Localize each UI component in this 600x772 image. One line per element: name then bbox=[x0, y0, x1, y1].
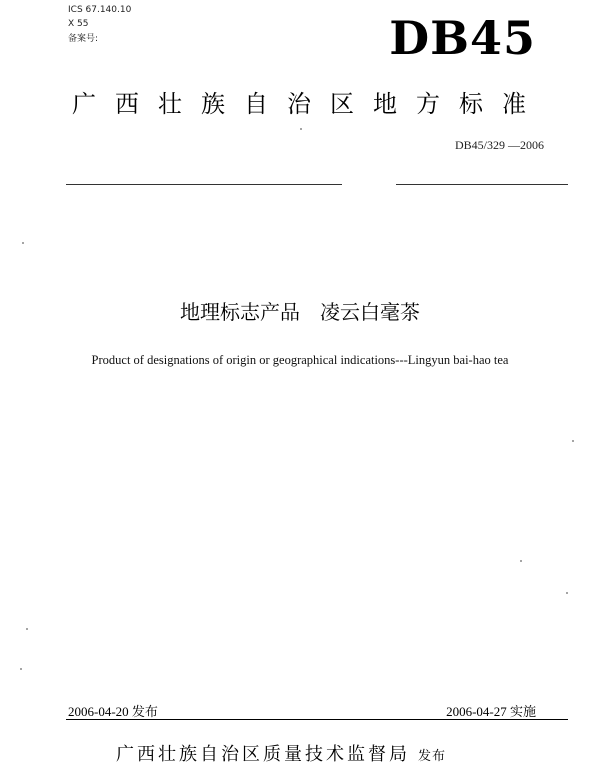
ics-code: ICS 67.140.10 bbox=[68, 5, 132, 15]
scan-speck bbox=[572, 440, 574, 442]
scan-speck bbox=[26, 628, 28, 630]
scan-speck bbox=[566, 592, 568, 594]
header-divider-right bbox=[396, 184, 568, 185]
filing-number-label: 备案号: bbox=[68, 34, 99, 44]
issue-date: 2006-04-20 发布 bbox=[68, 704, 158, 719]
implementation-date: 2006-04-27 实施 bbox=[446, 704, 536, 719]
product-title-chinese: 地理标志产品 凌云白毫茶 bbox=[180, 300, 420, 324]
scan-speck bbox=[520, 560, 522, 562]
issuing-authority bbox=[116, 740, 446, 766]
classification-code: X 55 bbox=[68, 19, 89, 29]
standard-number: DB45/329 —2006 bbox=[454, 138, 544, 152]
issuer-name: 广西壮族自治区质量技术监督局 bbox=[116, 744, 410, 765]
issuer-suffix: 发布 bbox=[418, 749, 447, 764]
footer-divider bbox=[66, 719, 568, 720]
scan-speck bbox=[22, 242, 24, 244]
standard-logo: DB45 bbox=[389, 11, 536, 65]
product-title-english: Product of designations of origin or geographical indications---Lingyun bai-hao tea bbox=[91, 353, 509, 367]
header-divider-left bbox=[66, 184, 342, 185]
scan-speck bbox=[20, 668, 22, 670]
scan-speck bbox=[300, 128, 302, 130]
standard-category-title: 广西壮族自治区地方标准 bbox=[72, 90, 545, 118]
